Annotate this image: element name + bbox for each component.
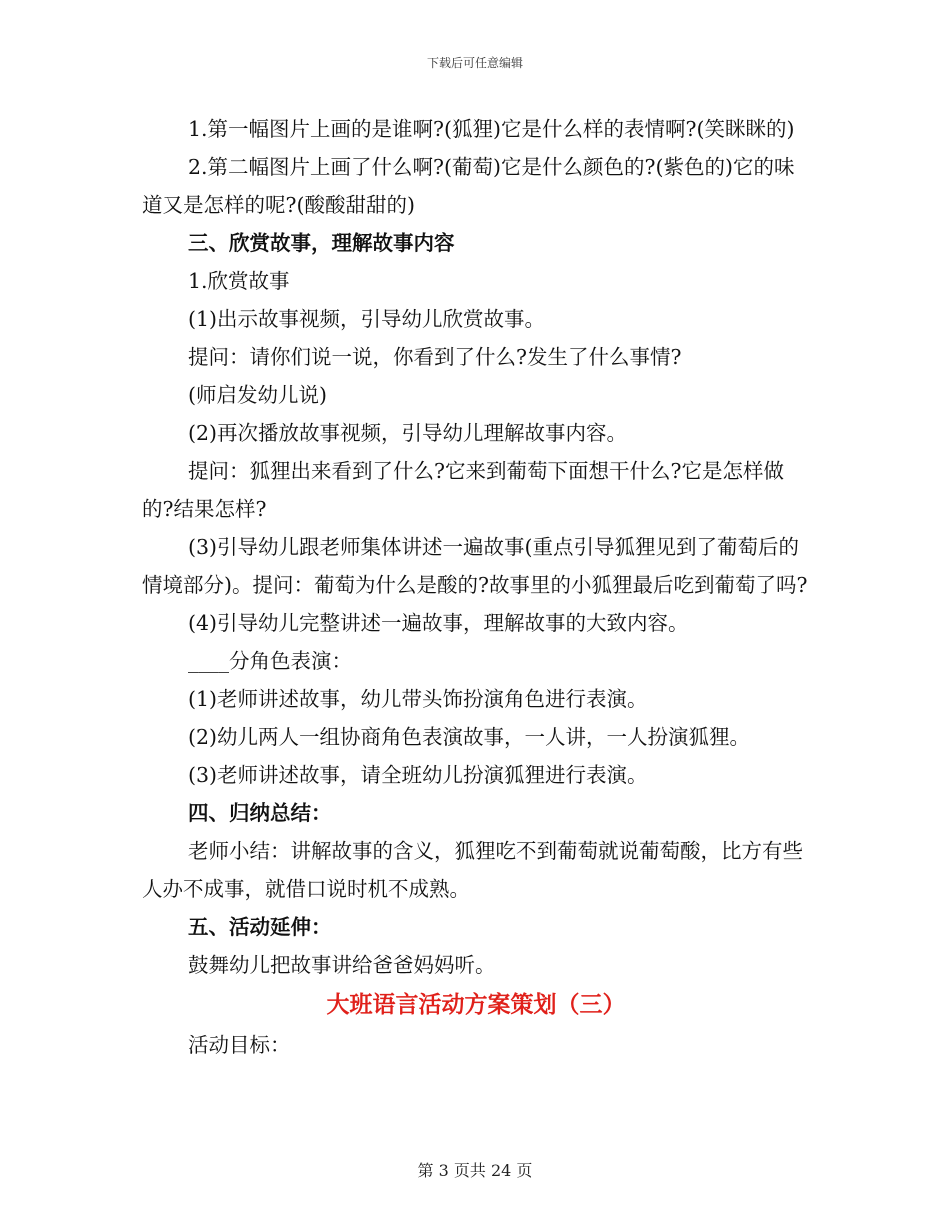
paragraph-teacher-hint: (师启发幼儿说) [188,383,327,407]
paragraph-question-1: 提问：请你们说一说，你看到了什么?发生了什么事情? [188,345,682,369]
paragraph-role-3: (3)老师讲述故事，请全班幼儿扮演狐狸进行表演。 [188,763,648,787]
paragraph-summary: 老师小结：讲解故事的含义，狐狸吃不到葡萄就说葡萄酸，比方有些人办不成事，就借口说时机不成熟。 [142,839,803,901]
paragraph-step-4: (4)引导幼儿完整讲述一遍故事，理解故事的大致内容。 [188,611,689,635]
paragraph-1: 1.第一幅图片上画的是谁啊?(狐狸)它是什么样的表情啊?(笑眯眯的) [188,117,795,141]
document-body [142,110,810,1064]
paragraph-activity-goals: 活动目标： [188,1033,291,1057]
paragraph-step-2: (2)再次播放故事视频，引导幼儿理解故事内容。 [188,421,628,445]
heading-section-4: 四、归纳总结： [188,801,332,825]
paragraph-enjoy-story: 1.欣赏故事 [188,269,290,293]
section-title: 大班语言活动方案策划（三） [326,991,626,1018]
paragraph-role-1: (1)老师讲述故事，幼儿带头饰扮演角色进行表演。 [188,687,648,711]
paragraph-extension: 鼓舞幼儿把故事讲给爸爸妈妈听。 [188,953,496,977]
paragraph-role-2: (2)幼儿两人一组协商角色表演故事，一人讲，一人扮演狐狸。 [188,725,751,749]
heading-section-3: 三、欣赏故事，理解故事内容 [188,231,455,255]
page-footer: 第 3 页共 24 页 [417,1161,533,1180]
paragraph-role-play: ____分角色表演： [188,649,352,673]
paragraph-question-2: 提问：狐狸出来看到了什么?它来到葡萄下面想干什么?它是怎样做的?结果怎样? [142,459,784,521]
paragraph-2: 2.第二幅图片上画了什么啊?(葡萄)它是什么颜色的?(紫色的)它的味道又是怎样的呢?(酸酸甜甜的) [142,155,795,217]
heading-section-5: 五、活动延伸： [188,915,332,939]
page-header: 下载后可任意编辑 [426,56,523,70]
paragraph-step-1: (1)出示故事视频，引导幼儿欣赏故事。 [188,307,546,331]
paragraph-step-3: (3)引导幼儿跟老师集体讲述一遍故事(重点引导狐狸见到了葡萄后的情境部分)。提问：葡萄为什么是酸的?故事里的小狐狸最后吃到葡萄了吗? [142,535,808,597]
